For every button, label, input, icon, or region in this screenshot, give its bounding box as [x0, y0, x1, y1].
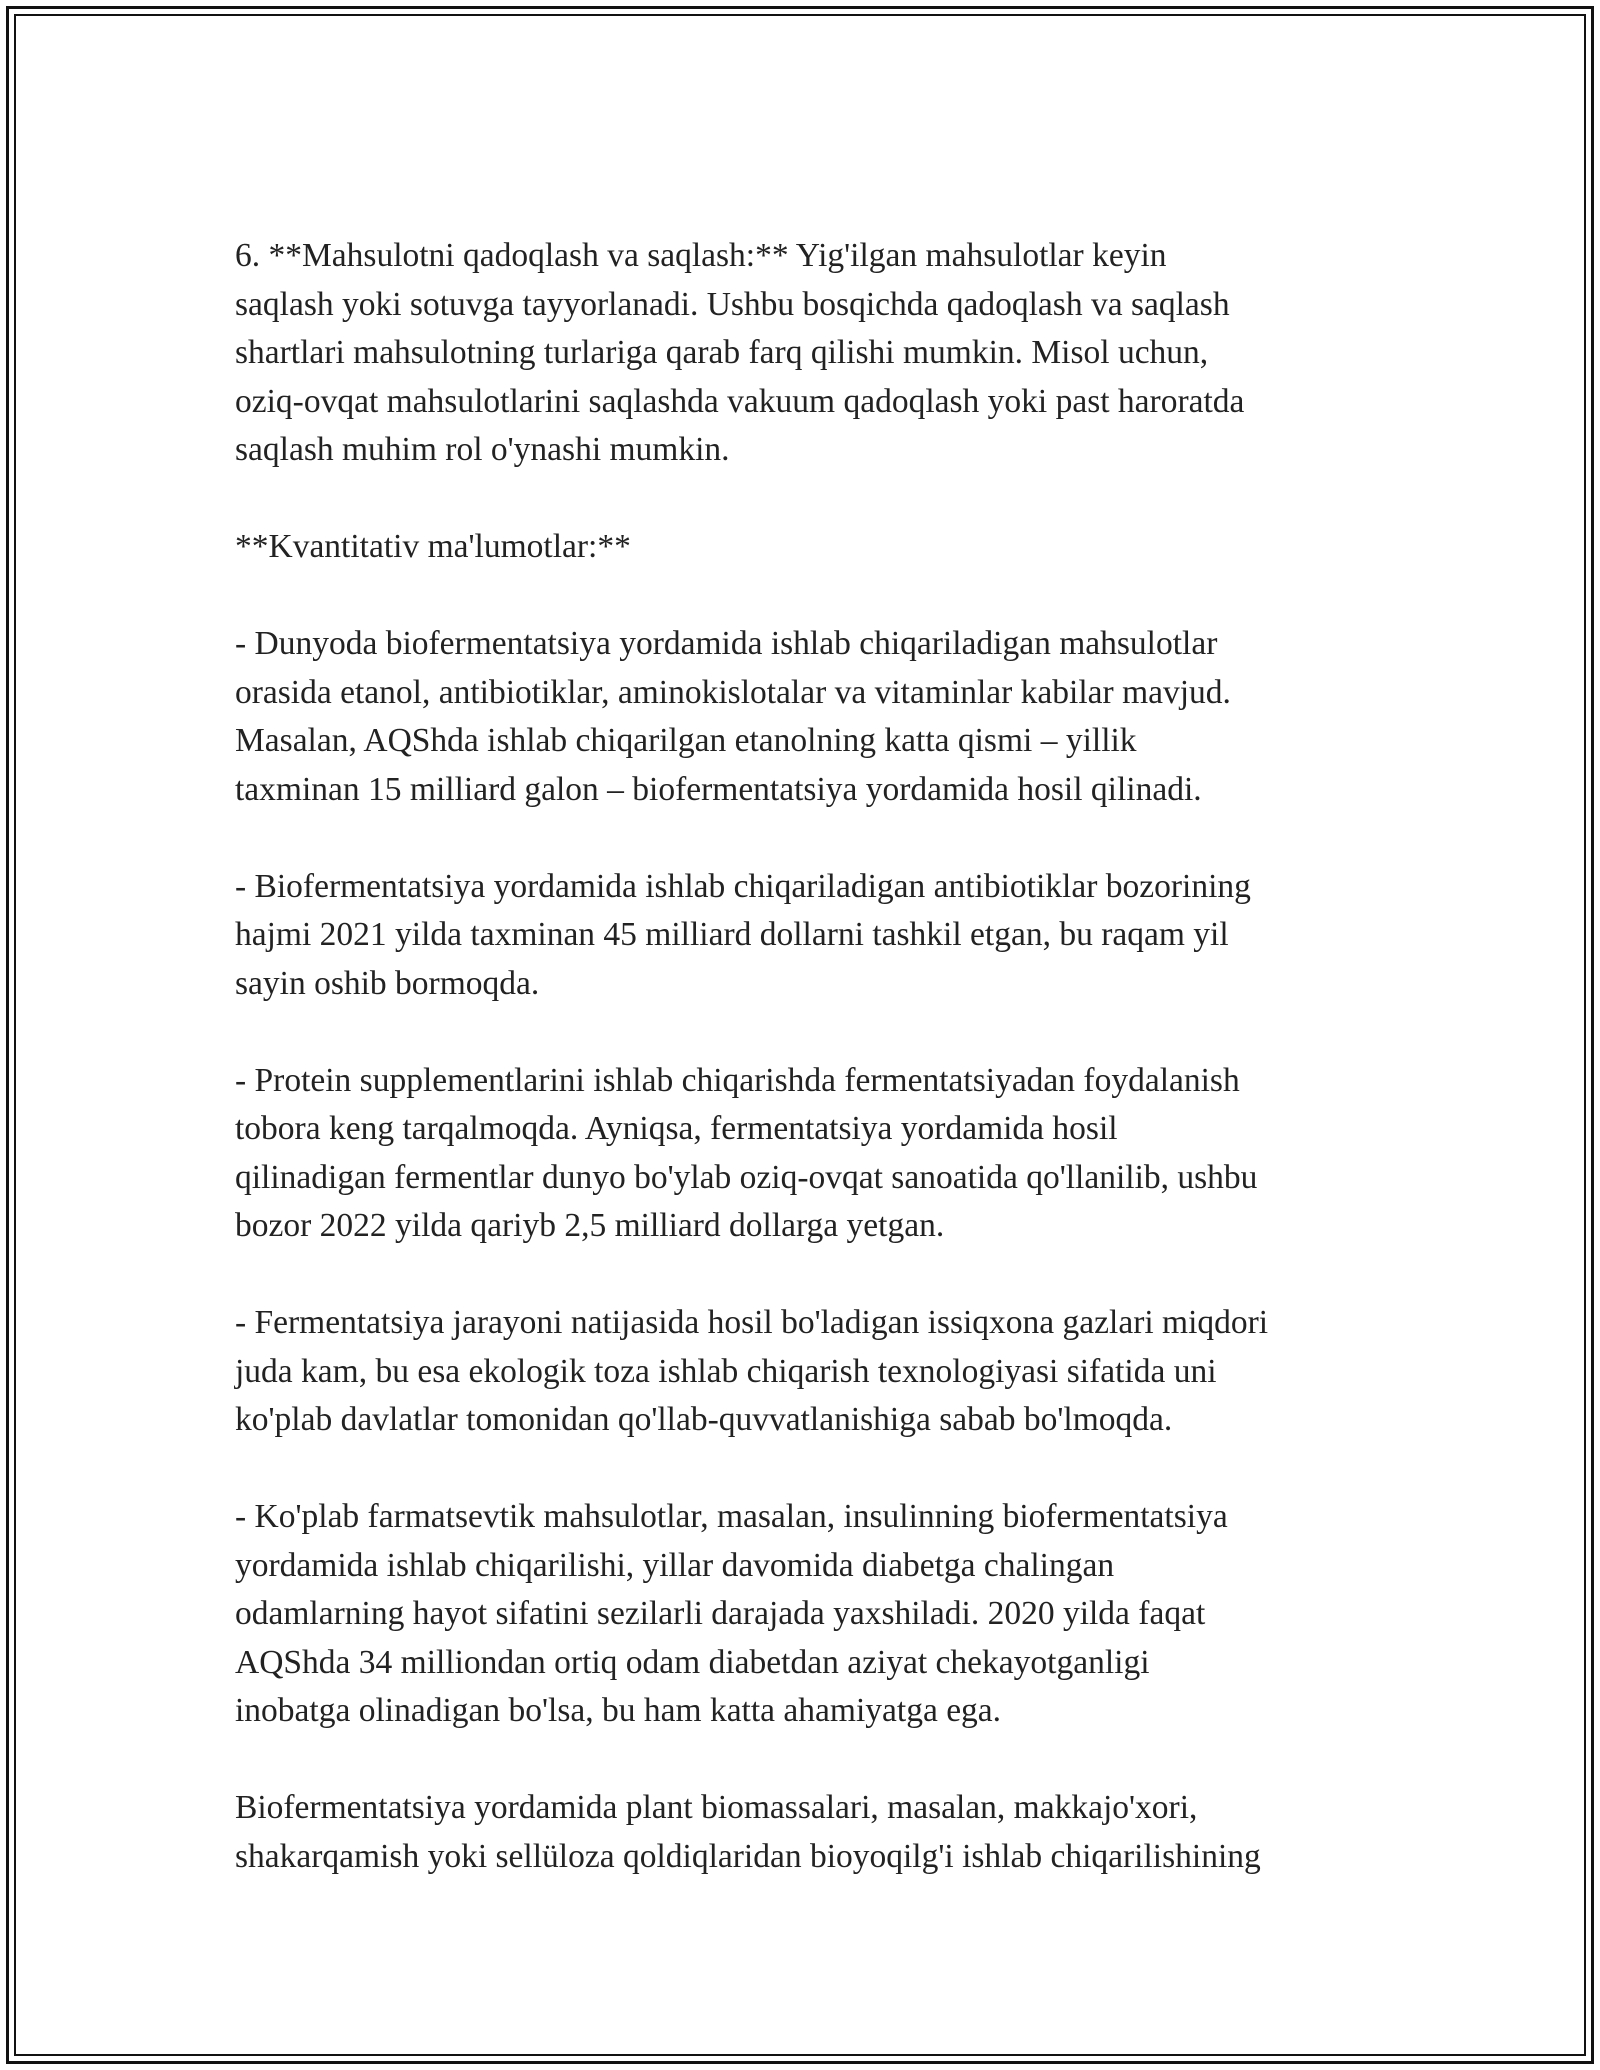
text-line: yordamida ishlab chiqarilishi, yillar davomida diabetga chalingan	[235, 1546, 1115, 1584]
text-line: inobatga olinadigan bo'lsa, bu ham katta ahamiyatga ega.	[235, 1692, 1002, 1729]
text-line: oziq-ovqat mahsulotlarini saqlashda vakuum qadoqlash yoki past haroratda	[235, 382, 1245, 420]
paragraph	[235, 1057, 1385, 1251]
paragraph	[235, 232, 1385, 475]
text-line: saqlash muhim rol o'ynashi mumkin.	[235, 431, 730, 468]
text-line: Masalan, AQShda ishlab chiqarilgan etanolning katta qismi – yillik	[235, 722, 1137, 759]
text-line: juda kam, bu esa ekologik toza ishlab chiqarish texnologiyasi sifatida uni	[235, 1352, 1217, 1390]
paragraph	[235, 620, 1385, 814]
text-line: orasida etanol, antibiotiklar, aminokislotalar va vitaminlar kabilar mavjud.	[235, 673, 1231, 711]
paragraph	[235, 523, 1385, 572]
text-line: sayin oshib bormoqda.	[235, 964, 540, 1002]
text-line: - Protein supplementlarini ishlab chiqarishda fermentatsiyadan foydalanish	[235, 1061, 1240, 1099]
text-line: qilinadigan fermentlar dunyo bo'ylab oziq-ovqat sanoatida qo'llanilib, ushbu	[235, 1158, 1258, 1196]
text-line: - Dunyoda biofermentatsiya yordamida ishlab chiqariladigan mahsulotlar	[235, 625, 1218, 662]
text-line: bozor 2022 yilda qariyb 2,5 milliard dollarga yetgan.	[235, 1207, 945, 1244]
text-line: shartlari mahsulotning turlariga qarab farq qilishi mumkin. Misol uchun,	[235, 334, 1209, 371]
document-body	[235, 232, 1385, 1930]
text-line: saqlash yoki sotuvga tayyorlanadi. Ushbu bosqichda qadoqlash va saqlash	[235, 285, 1230, 323]
text-line: **Kvantitativ ma'lumotlar:**	[235, 528, 631, 565]
text-line: - Biofermentatsiya yordamida ishlab chiqariladigan antibiotiklar bozorining	[235, 867, 1251, 905]
text-line: AQShda 34 milliondan ortiq odam diabetdan aziyat chekayotganligi	[235, 1643, 1150, 1681]
text-line: Biofermentatsiya yordamida plant biomassalari, masalan, makkajo'xori,	[235, 1789, 1198, 1826]
text-line: taxminan 15 milliard galon – biofermentatsiya yordamida hosil qilinadi.	[235, 770, 1202, 808]
text-line: 6. **Mahsulotni qadoqlash va saqlash:** Yig'ilgan mahsulotlar keyin	[235, 237, 1167, 274]
text-line: - Ko'plab farmatsevtik mahsulotlar, masalan, insulinning biofermentatsiya	[235, 1498, 1228, 1535]
paragraph	[235, 863, 1385, 1009]
text-line: hajmi 2021 yilda taxminan 45 milliard dollarni tashkil etgan, bu raqam yil	[235, 916, 1229, 953]
text-line: tobora keng tarqalmoqda. Ayniqsa, fermentatsiya yordamida hosil	[235, 1110, 1118, 1147]
text-line: odamlarning hayot sifatini sezilarli darajada yaxshiladi. 2020 yilda faqat	[235, 1595, 1206, 1632]
paragraph	[235, 1493, 1385, 1736]
paragraph	[235, 1784, 1385, 1881]
text-line: ko'plab davlatlar tomonidan qo'llab-quvvatlanishiga sabab bo'lmoqda.	[235, 1401, 1173, 1438]
paragraph	[235, 1299, 1385, 1445]
text-line: shakarqamish yoki sellüloza qoldiqlaridan bioyoqilg'i ishlab chiqarilishining	[235, 1837, 1261, 1875]
text-line: - Fermentatsiya jarayoni natijasida hosil bo'ladigan issiqxona gazlari miqdori	[235, 1304, 1269, 1341]
